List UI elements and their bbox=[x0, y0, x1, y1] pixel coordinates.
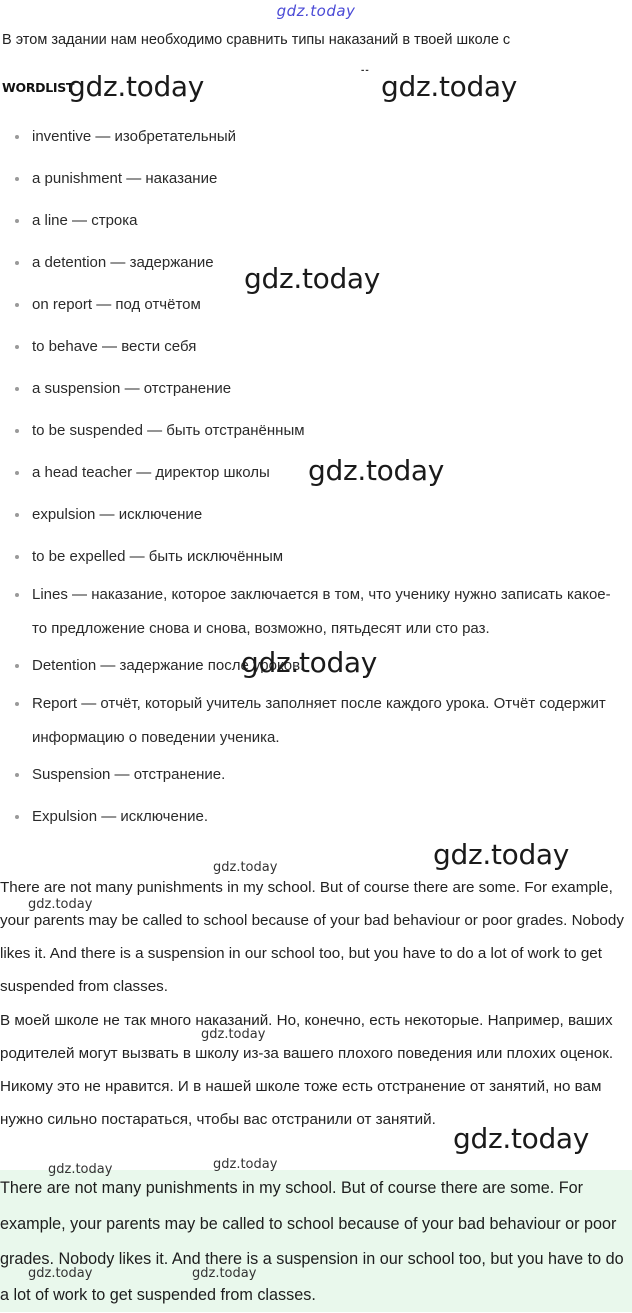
intro-text: В этом задании нам необходимо сравнить типы наказаний в твоей школе с bbox=[2, 32, 511, 48]
watermark-small: gdz.today bbox=[28, 1266, 93, 1281]
dash-mark: -- bbox=[361, 65, 370, 76]
definition-item: Suspension — отстранение. bbox=[14, 754, 624, 796]
list-item: to be suspended — быть отстранённым bbox=[14, 410, 624, 452]
watermark-small: gdz.today bbox=[48, 1162, 113, 1177]
list-item: a punishment — наказание bbox=[14, 158, 624, 200]
answer-text: There are not many punishments in my school. But of course there are some. For example, your parents may be called to school because of your bad behaviour or poor grades. Nobody likes it. And there is a suspension in our school too, but you have to do a lot of work to get suspended from classes. bbox=[0, 1179, 624, 1304]
list-item: a head teacher — директор школы bbox=[14, 452, 624, 494]
list-item: to be expelled — быть исключённым bbox=[14, 536, 624, 578]
paragraph-russian: В моей школе не так много наказаний. Но, конечно, есть некоторые. Например, ваших родителей могут вызвать в школу из-за вашего плохого поведения или плохих оценок. Никому это не нравится. И в нашей школе тоже есть отстранение от занятий, но вам нужно сильно постараться, чтобы вас отстранили от занятий. bbox=[0, 1012, 614, 1128]
list-item: a detention — задержание bbox=[14, 242, 624, 284]
wordlist-title: WORDLIST bbox=[2, 80, 75, 95]
watermark-small: gdz.today bbox=[192, 1266, 257, 1281]
list-item: to behave — вести себя bbox=[14, 326, 624, 368]
definition-item: Lines — наказание, которое заключается в том, что ученику нужно записать какое-то предложение снова и снова, возможно, пятьдесят или сто раз. bbox=[14, 578, 624, 645]
watermark-top: gdz.today bbox=[276, 2, 356, 20]
definition-item: Detention — задержание после уроков. bbox=[14, 645, 624, 687]
definition-item: Report — отчёт, который учитель заполняет после каждого урока. Отчёт содержит информацию о поведении ученика. bbox=[14, 687, 624, 754]
watermark-small: gdz.today bbox=[28, 897, 93, 912]
list-item: expulsion — исключение bbox=[14, 494, 624, 536]
watermark-small: gdz.today bbox=[213, 1157, 278, 1172]
watermark: gdz.today bbox=[381, 70, 518, 103]
watermark-small: gdz.today bbox=[201, 1027, 266, 1042]
watermark: gdz.today bbox=[433, 838, 570, 871]
paragraph-english: There are not many punishments in my school. But of course there are some. For example, your parents may be called to school because of your bad behaviour or poor grades. Nobody likes it. And there is a suspension in our school too, but you have to do a lot of work to get suspended from classes. bbox=[0, 879, 624, 995]
definition-item: Expulsion — исключение. bbox=[14, 796, 624, 838]
watermark-small: gdz.today bbox=[213, 860, 278, 875]
list-item: inventive — изобретательный bbox=[14, 116, 624, 158]
watermark: gdz.today bbox=[241, 646, 378, 679]
watermark: gdz.today bbox=[453, 1122, 590, 1155]
list-item: a line — строка bbox=[14, 200, 624, 242]
watermark: gdz.today bbox=[308, 454, 445, 487]
list-item: on report — под отчётом bbox=[14, 284, 624, 326]
watermark: gdz.today bbox=[68, 70, 205, 103]
list-item: a suspension — отстранение bbox=[14, 368, 624, 410]
watermark: gdz.today bbox=[244, 262, 381, 295]
